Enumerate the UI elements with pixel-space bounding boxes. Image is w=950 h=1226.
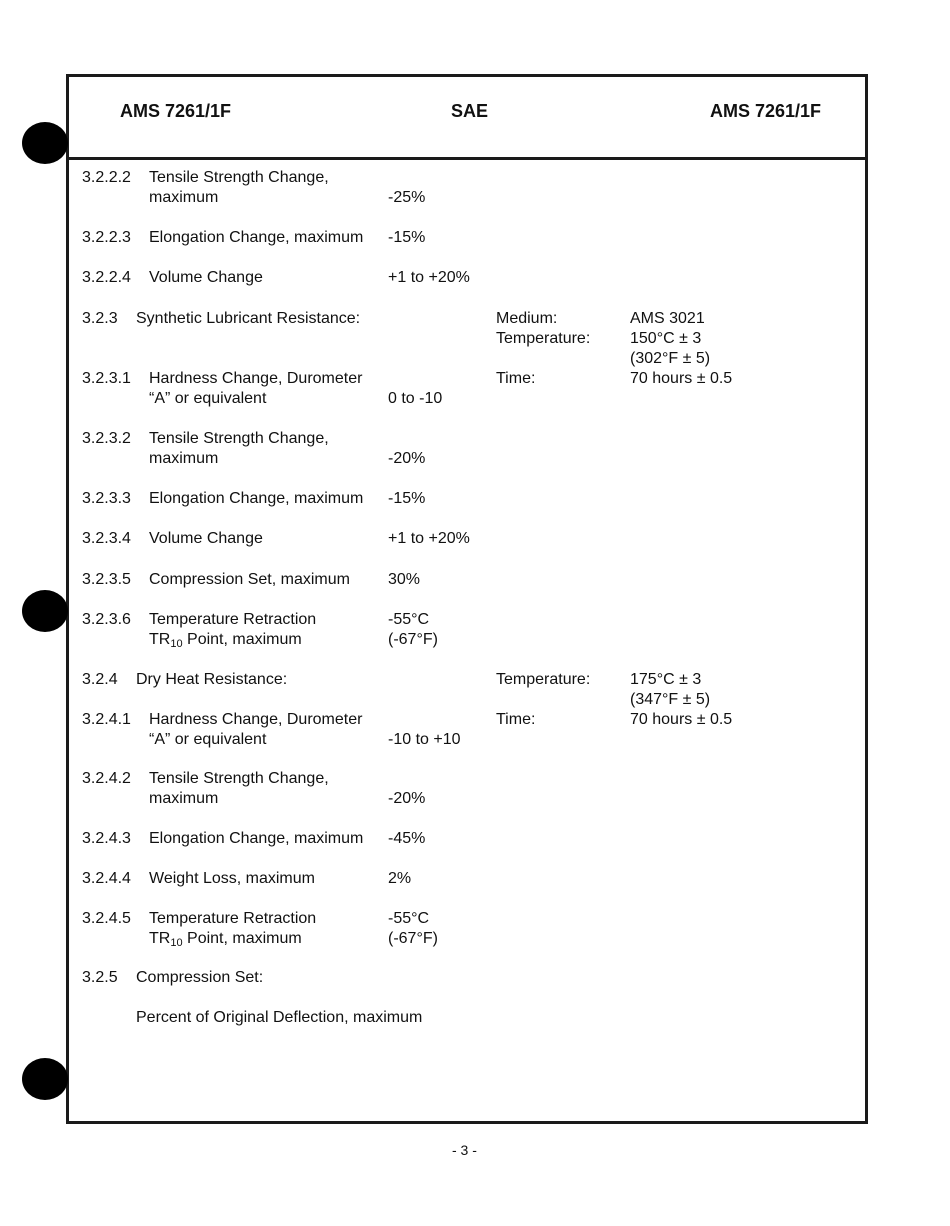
- section-number: 3.2.5: [82, 969, 118, 986]
- requirement-label: Weight Loss, maximum: [149, 870, 315, 887]
- section-number: 3.2.3.2: [82, 430, 131, 447]
- section-number: 3.2.2.4: [82, 269, 131, 286]
- condition-value: (347°F ± 5): [630, 691, 711, 708]
- section-number: 3.2.2.3: [82, 229, 131, 246]
- requirement-label: Tensile Strength Change,: [149, 169, 329, 186]
- requirement-value: -55°C: [388, 611, 430, 628]
- requirement-label: Tensile Strength Change,: [149, 430, 329, 447]
- page-number: - 3 -: [452, 1142, 477, 1158]
- requirement-value: -20%: [388, 790, 426, 807]
- requirement-value: (-67°F): [388, 631, 438, 648]
- section-number: 3.2.3.5: [82, 571, 131, 588]
- requirement-value: -10 to +10: [388, 731, 461, 748]
- requirement-value: 2%: [388, 870, 412, 887]
- requirement-value: 30%: [388, 571, 421, 588]
- condition-value: 70 hours ± 0.5: [630, 370, 733, 387]
- requirement-value: 0 to -10: [388, 390, 443, 407]
- requirement-label: Volume Change: [149, 530, 263, 547]
- section-number: 3.2.4: [82, 671, 118, 688]
- requirement-value: -45%: [388, 830, 426, 847]
- condition-value: 175°C ± 3: [630, 671, 702, 688]
- requirement-label: Compression Set, maximum: [149, 571, 350, 588]
- requirement-label: maximum: [149, 189, 219, 206]
- punch-hole-middle-icon: [22, 590, 68, 632]
- condition-value: AMS 3021: [630, 310, 705, 327]
- requirement-value: +1 to +20%: [388, 530, 470, 547]
- requirement-label: $TR_{10}$ Point, maximum: [149, 631, 302, 650]
- header-divider: [66, 157, 868, 160]
- condition-value: 150°C ± 3: [630, 330, 702, 347]
- requirement-label: Temperature Retraction: [149, 611, 317, 628]
- section-number: 3.2.4.3: [82, 830, 131, 847]
- section-number: 3.2.3.3: [82, 490, 131, 507]
- requirement-value: -15%: [388, 229, 426, 246]
- condition-label: Time:: [496, 711, 536, 728]
- requirement-label: Percent of Original Deflection, maximum: [136, 1009, 423, 1026]
- requirement-label: $TR_{10}$ Point, maximum: [149, 930, 302, 949]
- section-number: 3.2.3.1: [82, 370, 131, 387]
- section-number: 3.2.3.6: [82, 611, 131, 628]
- condition-label: Time:: [496, 370, 536, 387]
- requirement-value: (-67°F): [388, 930, 438, 947]
- section-number: 3.2.4.5: [82, 910, 131, 927]
- requirement-label: Temperature Retraction: [149, 910, 317, 927]
- section-number: 3.2.3: [82, 310, 118, 327]
- punch-hole-bottom-icon: [22, 1058, 68, 1100]
- section-number: 3.2.4.2: [82, 770, 131, 787]
- condition-value: (302°F ± 5): [630, 350, 711, 367]
- requirement-value: -25%: [388, 189, 426, 206]
- punch-hole-top-icon: [22, 122, 68, 164]
- condition-value: 70 hours ± 0.5: [630, 711, 733, 728]
- requirement-label: “A” or equivalent: [149, 731, 267, 748]
- section-number: 3.2.4.1: [82, 711, 131, 728]
- requirement-label: Volume Change: [149, 269, 263, 286]
- requirement-label: Hardness Change, Durometer: [149, 711, 363, 728]
- requirement-value: +1 to +20%: [388, 269, 470, 286]
- requirement-label: maximum: [149, 790, 219, 807]
- requirement-label: Hardness Change, Durometer: [149, 370, 363, 387]
- condition-label: Temperature:: [496, 330, 591, 347]
- requirement-value: -55°C: [388, 910, 430, 927]
- requirement-value: -20%: [388, 450, 426, 467]
- section-number: 3.2.3.4: [82, 530, 131, 547]
- section-number: 3.2.4.4: [82, 870, 131, 887]
- requirement-value: -15%: [388, 490, 426, 507]
- header-doc-id-right: AMS 7261/1F: [710, 101, 822, 121]
- requirement-label: “A” or equivalent: [149, 390, 267, 407]
- section-heading: Compression Set:: [136, 969, 264, 986]
- section-number: 3.2.2.2: [82, 169, 131, 186]
- header-publisher: SAE: [451, 101, 489, 121]
- requirement-label: Elongation Change, maximum: [149, 830, 364, 847]
- header-doc-id-left: AMS 7261/1F: [120, 101, 232, 121]
- requirement-label: Tensile Strength Change,: [149, 770, 329, 787]
- condition-label: Temperature:: [496, 671, 591, 688]
- requirement-label: Elongation Change, maximum: [149, 229, 364, 246]
- requirement-label: maximum: [149, 450, 219, 467]
- requirement-label: Elongation Change, maximum: [149, 490, 364, 507]
- section-heading: Synthetic Lubricant Resistance:: [136, 310, 361, 327]
- section-heading: Dry Heat Resistance:: [136, 671, 288, 688]
- condition-label: Medium:: [496, 310, 558, 327]
